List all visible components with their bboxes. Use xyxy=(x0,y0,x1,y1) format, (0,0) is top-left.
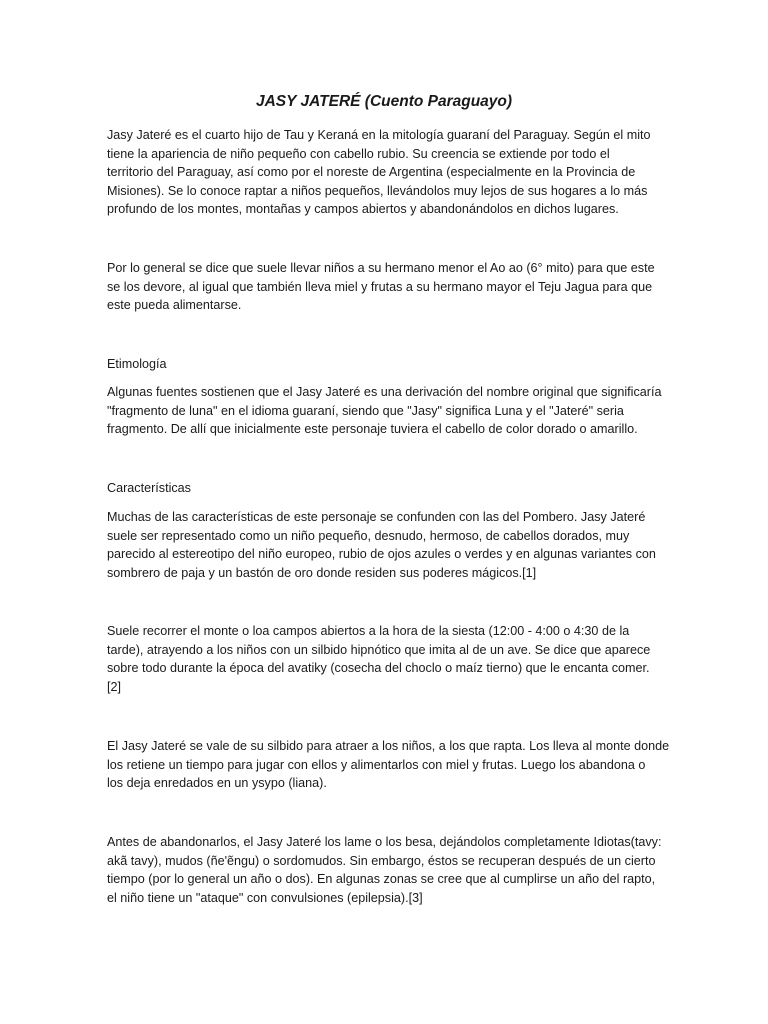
text-line: [2] xyxy=(107,679,122,694)
page-title: JASY JATERÉ (Cuento Paraguayo) xyxy=(255,93,513,110)
text-line: profundo de los montes, montañas y campos abiertos y abandonándolos en dichos lugares. xyxy=(107,202,619,217)
text-line: fragmento. De allí que inicialmente este personaje tuviera el cabello de color dorado o amarillo. xyxy=(107,422,638,437)
paragraph-caracteristicas-4 xyxy=(107,833,661,907)
text-line: este pueda alimentarse. xyxy=(107,298,242,313)
text-line: tiempo (por lo general un año o dos). En algunas zonas se cree que al cumplirse un año del rapto, xyxy=(107,872,656,887)
text-line: El Jasy Jateré se vale de su silbido para atraer a los niños, a los que rapta. Los lleva al monte donde xyxy=(107,739,670,753)
text-line: tiene la apariencia de niño pequeño con cabello rubio. Su creencia se extiende por todo el xyxy=(107,146,610,161)
paragraph-etimologia xyxy=(107,383,661,439)
text-line: tarde), atrayendo a los niños con un silbido hipnótico que imita al de un ave. Se dice que aparece xyxy=(107,642,651,657)
text-line: territorio del Paraguay, así como por el noreste de Argentina (especialmente en la Provincia de xyxy=(107,165,636,180)
text-line: se los devore, al igual que también lleva miel y frutas a su hermano mayor el Teju Jagua para que xyxy=(107,279,653,294)
text-line: Misiones). Se lo conoce raptar a niños pequeños, llevándolos muy lejos de sus hogares a lo más xyxy=(107,183,648,198)
text-line: el niño tiene un "ataque" con convulsiones (epilepsia).[3] xyxy=(107,890,423,905)
paragraph-caracteristicas-1 xyxy=(107,508,656,582)
paragraph-intro xyxy=(107,126,651,219)
text-line: los deja enredados en un ysypo (liana). xyxy=(107,776,327,791)
text-line: los retiene un tiempo para jugar con ellos y alimentarlos con miel y frutas. Luego los abandona o xyxy=(107,757,646,772)
paragraph-hermanos xyxy=(107,259,655,315)
text-line: Jasy Jateré es el cuarto hijo de Tau y Keraná en la mitología guaraní del Paraguay. Según el mito xyxy=(107,128,651,142)
section-heading-etimologia: Etimología xyxy=(107,357,167,371)
text-line: suele ser representado como un niño pequeño, desnudo, hermoso, de cabellos dorados, muy xyxy=(107,528,630,543)
paragraph-caracteristicas-3 xyxy=(107,737,669,793)
text-line: Antes de abandonarlos, el Jasy Jateré los lame o los besa, dejándolos completamente Idiotas(tavy: xyxy=(107,835,662,849)
text-line: akã tavy), mudos (ñe'ẽngu) o sordomudos. Sin embargo, éstos se recuperan después de un cierto xyxy=(107,853,656,868)
text-line: Por lo general se dice que suele llevar niños a su hermano menor el Ao ao (6° mito) para que este xyxy=(107,261,655,275)
text-line: Suele recorrer el monte o loa campos abiertos a la hora de la siesta (12:00 - 4:00 o 4:30 de la xyxy=(107,624,630,638)
text-line: sobre todo durante la época del avatiky (cosecha del choclo o maíz tierno) que le encanta comer. xyxy=(107,661,650,676)
text-line: sombrero de paja y un bastón de oro donde residen sus poderes mágicos.[1] xyxy=(107,565,537,580)
text-line: parecido al estereotipo del niño europeo, rubio de ojos azules o verdes y en algunas variantes con xyxy=(107,547,656,562)
text-line: "fragmento de luna" en el idioma guaraní, siendo que "Jasy" significa Luna y el "Jateré" seria xyxy=(107,403,624,418)
section-heading-caracteristicas: Características xyxy=(107,481,191,495)
paragraph-caracteristicas-2 xyxy=(107,622,650,696)
text-line: Algunas fuentes sostienen que el Jasy Jateré es una derivación del nombre original que significaría xyxy=(107,385,662,399)
text-line: Muchas de las características de este personaje se confunden con las del Pombero. Jasy Jateré xyxy=(107,510,646,524)
